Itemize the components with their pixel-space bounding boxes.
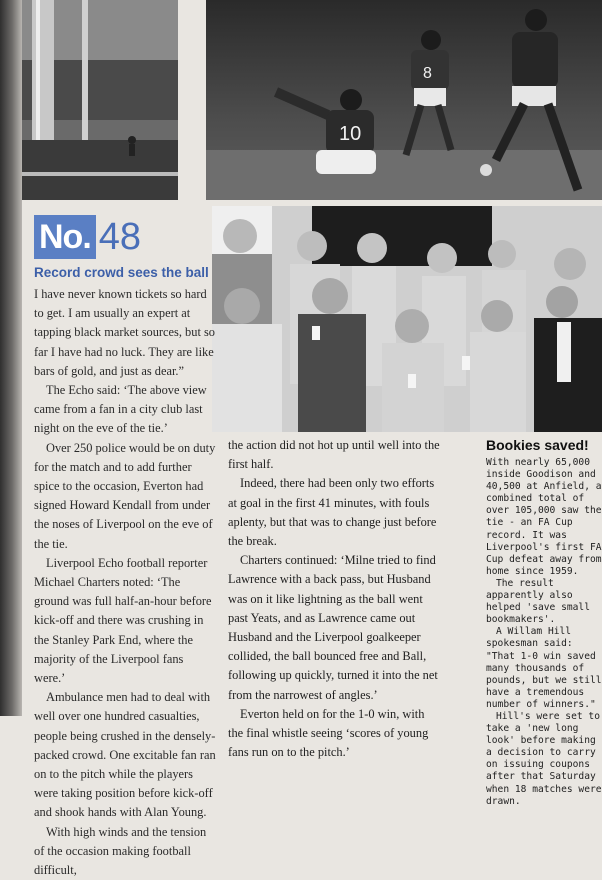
- column2-paragraph: the action did not hot up until well into the first half.: [228, 438, 440, 472]
- column1-paragraph: Ambulance men had to deal with well over one hundred casualties, people being crushed in the densely-packed crowd. One excitable fan ran on to the pitch while the players were taking position before kick-off and shook hands with Alan Young.: [34, 690, 216, 820]
- article-number-badge: [34, 214, 141, 260]
- sidebar-title: Bookies saved!: [486, 437, 589, 453]
- stadium-photo: [22, 0, 178, 200]
- sidebar-paragraph: A Willam Hill spokesman said: "That 1-0 win saved many thousands of pounds, but we still have a tremendous number of winners.": [486, 626, 602, 710]
- article-column-1: [34, 285, 216, 880]
- shirt-number-10: 10: [339, 123, 362, 145]
- article-column-2: [228, 436, 442, 762]
- column1-paragraph: Over 250 police would be on duty for the match and to add further spice to the occasion, Everton had signed Howard Kendall from under the noses of Liverpool on the eve of the tie.: [34, 440, 216, 551]
- sidebar-paragraph: The result apparently also helped 'save small bookmakers'.: [486, 577, 590, 626]
- sidebar-paragraph: Hill's were set to take a 'new long look' before making a decision to carry on issuing coupons after that Saturday when 18 matches were drawn.: [486, 710, 602, 807]
- shirt-number-8: 8: [423, 65, 432, 82]
- team-celebration-photo: [212, 206, 602, 432]
- article-headline: Record crowd sees the ball: [34, 265, 209, 280]
- column1-paragraph: The Echo said: ‘The above view came from a fan in a city club last night on the eve of the tie.’: [34, 383, 207, 436]
- match-action-photo: [206, 0, 602, 200]
- column2-paragraph: Indeed, there had been only two efforts at goal in the first 41 minutes, with fouls aplenty, but that was to change just before the break.: [228, 476, 437, 549]
- column2-paragraph: Everton held on for the 1-0 win, with the final whistle seeing ‘scores of young fans run on to the pitch.’: [228, 706, 429, 760]
- number-prefix: No.: [34, 215, 96, 259]
- bookies-sidebar: [486, 437, 602, 808]
- column2-paragraph: Charters continued: ‘Milne tried to find Lawrence with a back pass, but Husband was on it like lightning as the ball went past Yeats, and as Lawrence came out Husband and the Liverpool goalkeeper collided, the ball bounced free and Ball, following up quickly, turned it into the net from the narrowest of angles.’: [228, 553, 438, 702]
- column1-paragraph: With high winds and the tension of the occasion making football difficult,: [34, 824, 207, 878]
- sidebar-paragraph: With nearly 65,000 inside Goodison and 40,500 at Anfield, a combined total of over 105,000 saw the tie - an FA Cup record. It was Liverpool's first FA Cup defeat away from home since 1959.: [486, 457, 602, 577]
- column1-paragraph: Liverpool Echo football reporter Michael Charters noted: ‘The ground was full half-an-hour before kick-off and there was crushing in the Stanley Park End, where the majority of the Liverpool fans were.’: [34, 555, 212, 686]
- page-binding-shadow: [0, 0, 22, 716]
- article-number: 48: [98, 216, 142, 258]
- column1-paragraph: I have never known tickets so hard to get. I am usually an expert at tapping black market sources, but so far I have had no luck. They are like bars of gold, and just as dear.”: [34, 287, 215, 378]
